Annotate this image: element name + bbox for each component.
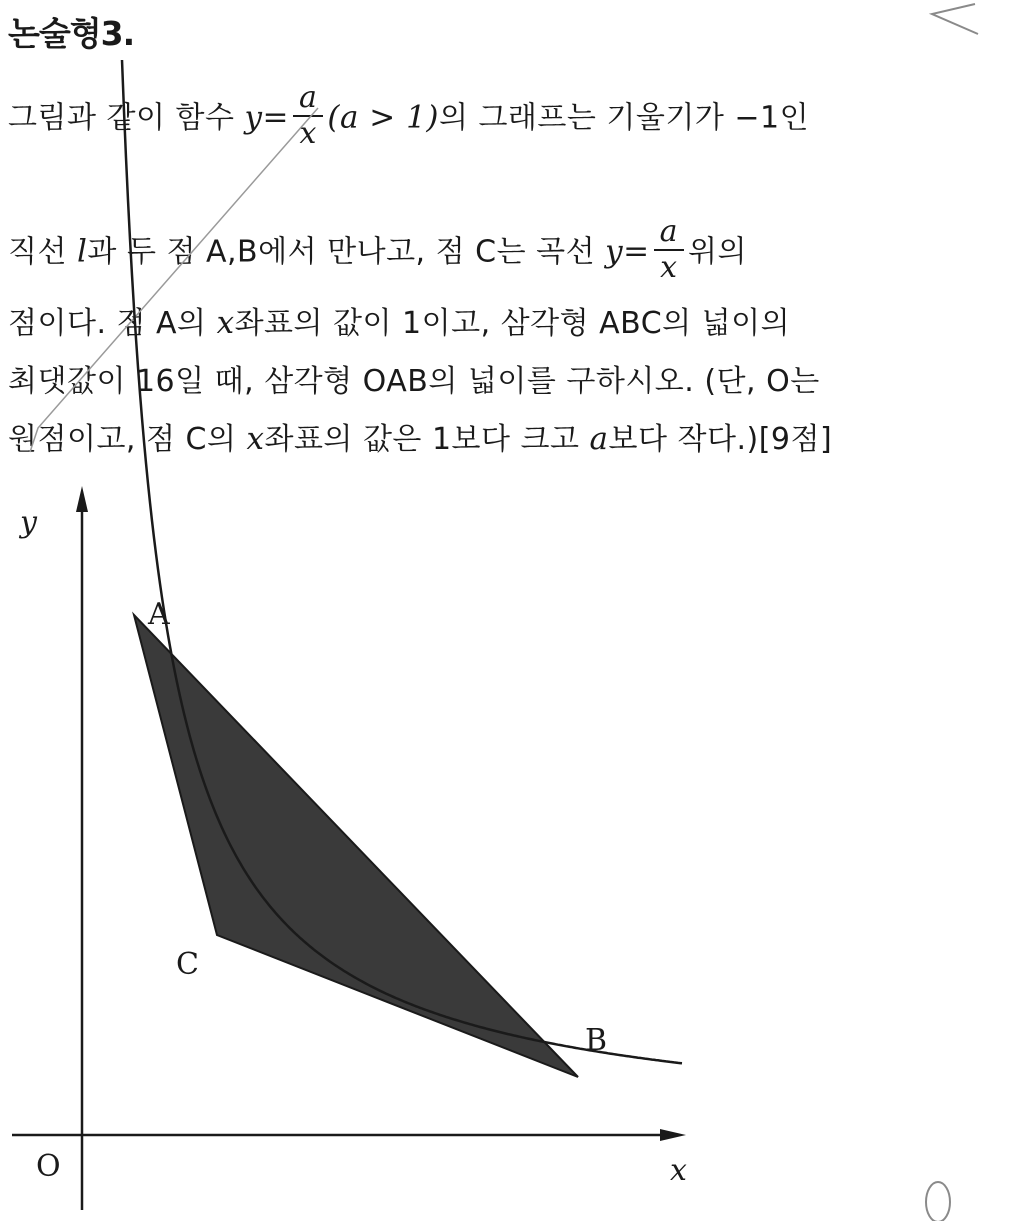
y-axis-label: y: [20, 505, 37, 540]
text-segment: 과 두 점 A,B에서 만나고, 점 C는 곡선: [87, 234, 606, 270]
math-variable-l: l: [77, 233, 88, 270]
text-segment: 그림과 같이 함수: [8, 100, 245, 136]
point-b-label: B: [585, 1023, 608, 1058]
problem-title: 논술형3.: [8, 14, 135, 53]
text-segment: 의 그래프는 기울기가 −1인: [438, 100, 810, 136]
x-axis-arrow: [660, 1129, 686, 1141]
text-segment: 직선: [8, 234, 77, 270]
math-variable-x: x: [216, 305, 235, 341]
math-variable-y: y: [244, 99, 263, 136]
math-variable-y: y: [605, 233, 624, 270]
point-a-label: A: [148, 597, 170, 632]
pencil-stroke-mark: [30, 108, 318, 452]
y-axis-arrow: [76, 486, 88, 512]
math-equals: =: [623, 233, 650, 270]
margin-check-mark: [932, 4, 978, 34]
text-segment: 원점이고, 점 C의: [8, 422, 247, 457]
text-segment: 위의: [687, 234, 747, 270]
margin-circle-mark: [926, 1182, 950, 1221]
text-segment: 최댓값이 16일 때, 삼각형 OAB의 넓이를 구하시오. (단, O는: [8, 364, 820, 399]
math-variable-a: a: [589, 421, 609, 457]
math-equals: =: [262, 99, 289, 136]
fraction-numerator: a: [293, 81, 323, 117]
x-axis-label: x: [670, 1153, 687, 1188]
math-variable-x: x: [246, 421, 265, 457]
text-segment: 보다 작다.)[9점]: [608, 422, 833, 457]
text-segment: 좌표의 값이 1이고, 삼각형 ABC의 넓이의: [234, 306, 791, 341]
math-condition: (a > 1): [327, 99, 439, 136]
fraction-numerator: a: [654, 215, 684, 251]
fraction-denominator: x: [299, 116, 317, 151]
text-segment: 점이다. 점 A의: [8, 306, 217, 341]
origin-label: O: [36, 1149, 61, 1184]
text-segment: 좌표의 값은 1보다 크고: [264, 422, 590, 457]
point-c-label: C: [176, 947, 199, 982]
fraction-denominator: x: [660, 250, 678, 285]
triangle-abc-shaded: [134, 615, 578, 1077]
